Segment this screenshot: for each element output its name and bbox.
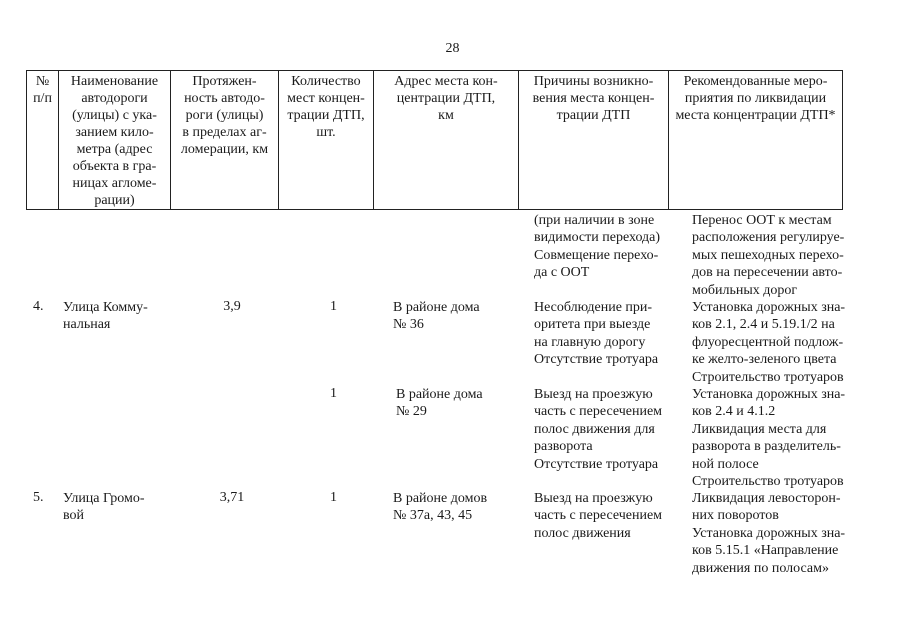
header-count	[279, 71, 374, 210]
row3-count: 1	[330, 490, 337, 505]
cell-line: метра (адрес	[76, 142, 153, 157]
row2-address	[396, 386, 483, 421]
header-num	[27, 71, 59, 210]
cell-line: Ликвидация места для	[692, 421, 827, 437]
cell-line: №	[35, 74, 50, 89]
cell-line: автодороги	[81, 91, 148, 106]
cell-line: рации)	[94, 193, 135, 208]
cell-line: оритета при выезде	[534, 317, 651, 333]
cell-line: В районе домов	[393, 491, 488, 506]
cell-line: Улица Громо-	[63, 491, 145, 506]
cell-line: В районе дома	[396, 387, 483, 402]
cell-line: В районе дома	[393, 300, 480, 315]
header-causes	[519, 71, 669, 210]
cell-line: занием кило-	[75, 125, 154, 140]
cell-line: да с ООТ	[534, 265, 590, 281]
cell-line: Улица Комму-	[63, 300, 148, 315]
cell-line: Причины возникно-	[533, 74, 654, 89]
cell-line: в пределах аг-	[182, 125, 267, 140]
cell-line: (при наличии в зоне	[534, 213, 655, 228]
header-road	[59, 71, 171, 210]
cell-line: км	[438, 108, 454, 123]
row1-num: 4.	[33, 299, 44, 314]
cell-line: видимости перехода)	[534, 230, 661, 246]
cell-line: Выезд на проезжую	[534, 387, 653, 402]
cell-line: Выезд на проезжую	[534, 491, 653, 506]
cell-line: часть с пересечением	[534, 404, 663, 420]
cell-line: Строительство тротуаров	[692, 369, 844, 385]
cell-line: флуоресцентной подлож-	[692, 334, 844, 350]
row0-measures	[692, 212, 844, 299]
cell-line: разворота	[534, 439, 593, 455]
cell-line: ке желто-зеленого цвета	[692, 352, 837, 368]
cell-line: дов на пересечении авто-	[692, 265, 843, 281]
cell-line: (улицы) с ука-	[72, 108, 157, 123]
row0-causes	[534, 212, 660, 282]
page-number: 28	[445, 41, 460, 56]
cell-line: Перенос ООТ к местам	[692, 213, 832, 228]
cell-line: полос движения	[534, 525, 631, 541]
cell-line: мых пешеходных перехо-	[692, 247, 844, 263]
cell-line: № 37а, 43, 45	[393, 508, 473, 524]
cell-line: трации ДТП	[556, 108, 631, 123]
cell-line: ков 2.1, 2.4 и 5.19.1/2 на	[692, 317, 835, 333]
cell-line: Отсутствие тротуара	[534, 352, 659, 368]
cell-line: Протяжен-	[192, 74, 257, 89]
cell-line: разворота в разделитель-	[692, 439, 841, 455]
cell-line: ков 2.4 и 4.1.2	[692, 404, 776, 420]
cell-line: № 36	[393, 317, 424, 333]
cell-line: шт.	[316, 125, 336, 140]
header-measures	[669, 71, 843, 210]
cell-line: мест концен-	[287, 91, 365, 106]
row1-measures	[692, 299, 845, 386]
cell-line: ность автодо-	[184, 91, 265, 106]
row1-address	[393, 299, 480, 334]
cell-line: п/п	[33, 91, 52, 106]
row3-length: 3,71	[219, 490, 245, 505]
row2-causes	[534, 386, 662, 473]
cell-line: места концентрации ДТП*	[675, 108, 836, 123]
row3-road	[63, 490, 144, 525]
cell-line: центрации ДТП,	[396, 91, 496, 106]
row3-num: 5.	[33, 490, 44, 505]
cell-line: Наименование	[70, 74, 159, 89]
cell-line: Установка дорожных зна-	[692, 525, 846, 541]
header-row	[27, 71, 843, 210]
cell-line: Количество	[291, 74, 361, 89]
row3-measures	[692, 490, 845, 577]
cell-line: трации ДТП,	[287, 108, 365, 123]
row2-count: 1	[330, 386, 337, 401]
cell-line: на главную дорогу	[534, 334, 646, 350]
cell-line: Совмещение перехо-	[534, 247, 659, 263]
cell-line: приятия по ликвидации	[684, 91, 827, 106]
cell-line: Строительство тротуаров	[692, 474, 844, 490]
header-address	[374, 71, 519, 210]
row2-measures	[692, 386, 845, 490]
header-length	[171, 71, 279, 210]
row1-length: 3,9	[223, 299, 241, 314]
cell-line: них поворотов	[692, 508, 779, 524]
cell-line: ной полосе	[692, 456, 759, 472]
cell-line: часть с пересечением	[534, 508, 663, 524]
cell-line: Установка дорожных зна-	[692, 387, 846, 402]
cell-line: ницах агломе-	[72, 176, 157, 191]
row1-count: 1	[330, 299, 337, 314]
cell-line: ков 5.15.1 «Направление	[692, 543, 839, 559]
cell-line: Рекомендованные меро-	[683, 74, 828, 89]
cell-line: нальная	[63, 317, 111, 333]
cell-line: роги (улицы)	[185, 108, 264, 123]
cell-line: вения места концен-	[532, 91, 655, 106]
cell-line: Адрес места кон-	[394, 74, 498, 89]
cell-line: Установка дорожных зна-	[692, 300, 846, 315]
cell-line: движения по полосам»	[692, 560, 829, 576]
cell-line: расположения регулируе-	[692, 230, 845, 246]
row3-address	[393, 490, 487, 525]
cell-line: полос движения для	[534, 421, 655, 437]
cell-line: объекта в гра-	[72, 159, 157, 174]
cell-line: № 29	[396, 404, 427, 420]
cell-line: Ликвидация левосторон-	[692, 491, 841, 506]
cell-line: ломерации, км	[180, 142, 269, 157]
cell-line: мобильных дорог	[692, 282, 798, 298]
cell-line: Отсутствие тротуара	[534, 456, 659, 472]
cell-line: вой	[63, 508, 85, 524]
row1-road	[63, 299, 148, 334]
table-header	[26, 70, 843, 210]
row3-causes	[534, 490, 662, 542]
cell-line: Несоблюдение при-	[534, 300, 653, 315]
row1-causes	[534, 299, 658, 369]
